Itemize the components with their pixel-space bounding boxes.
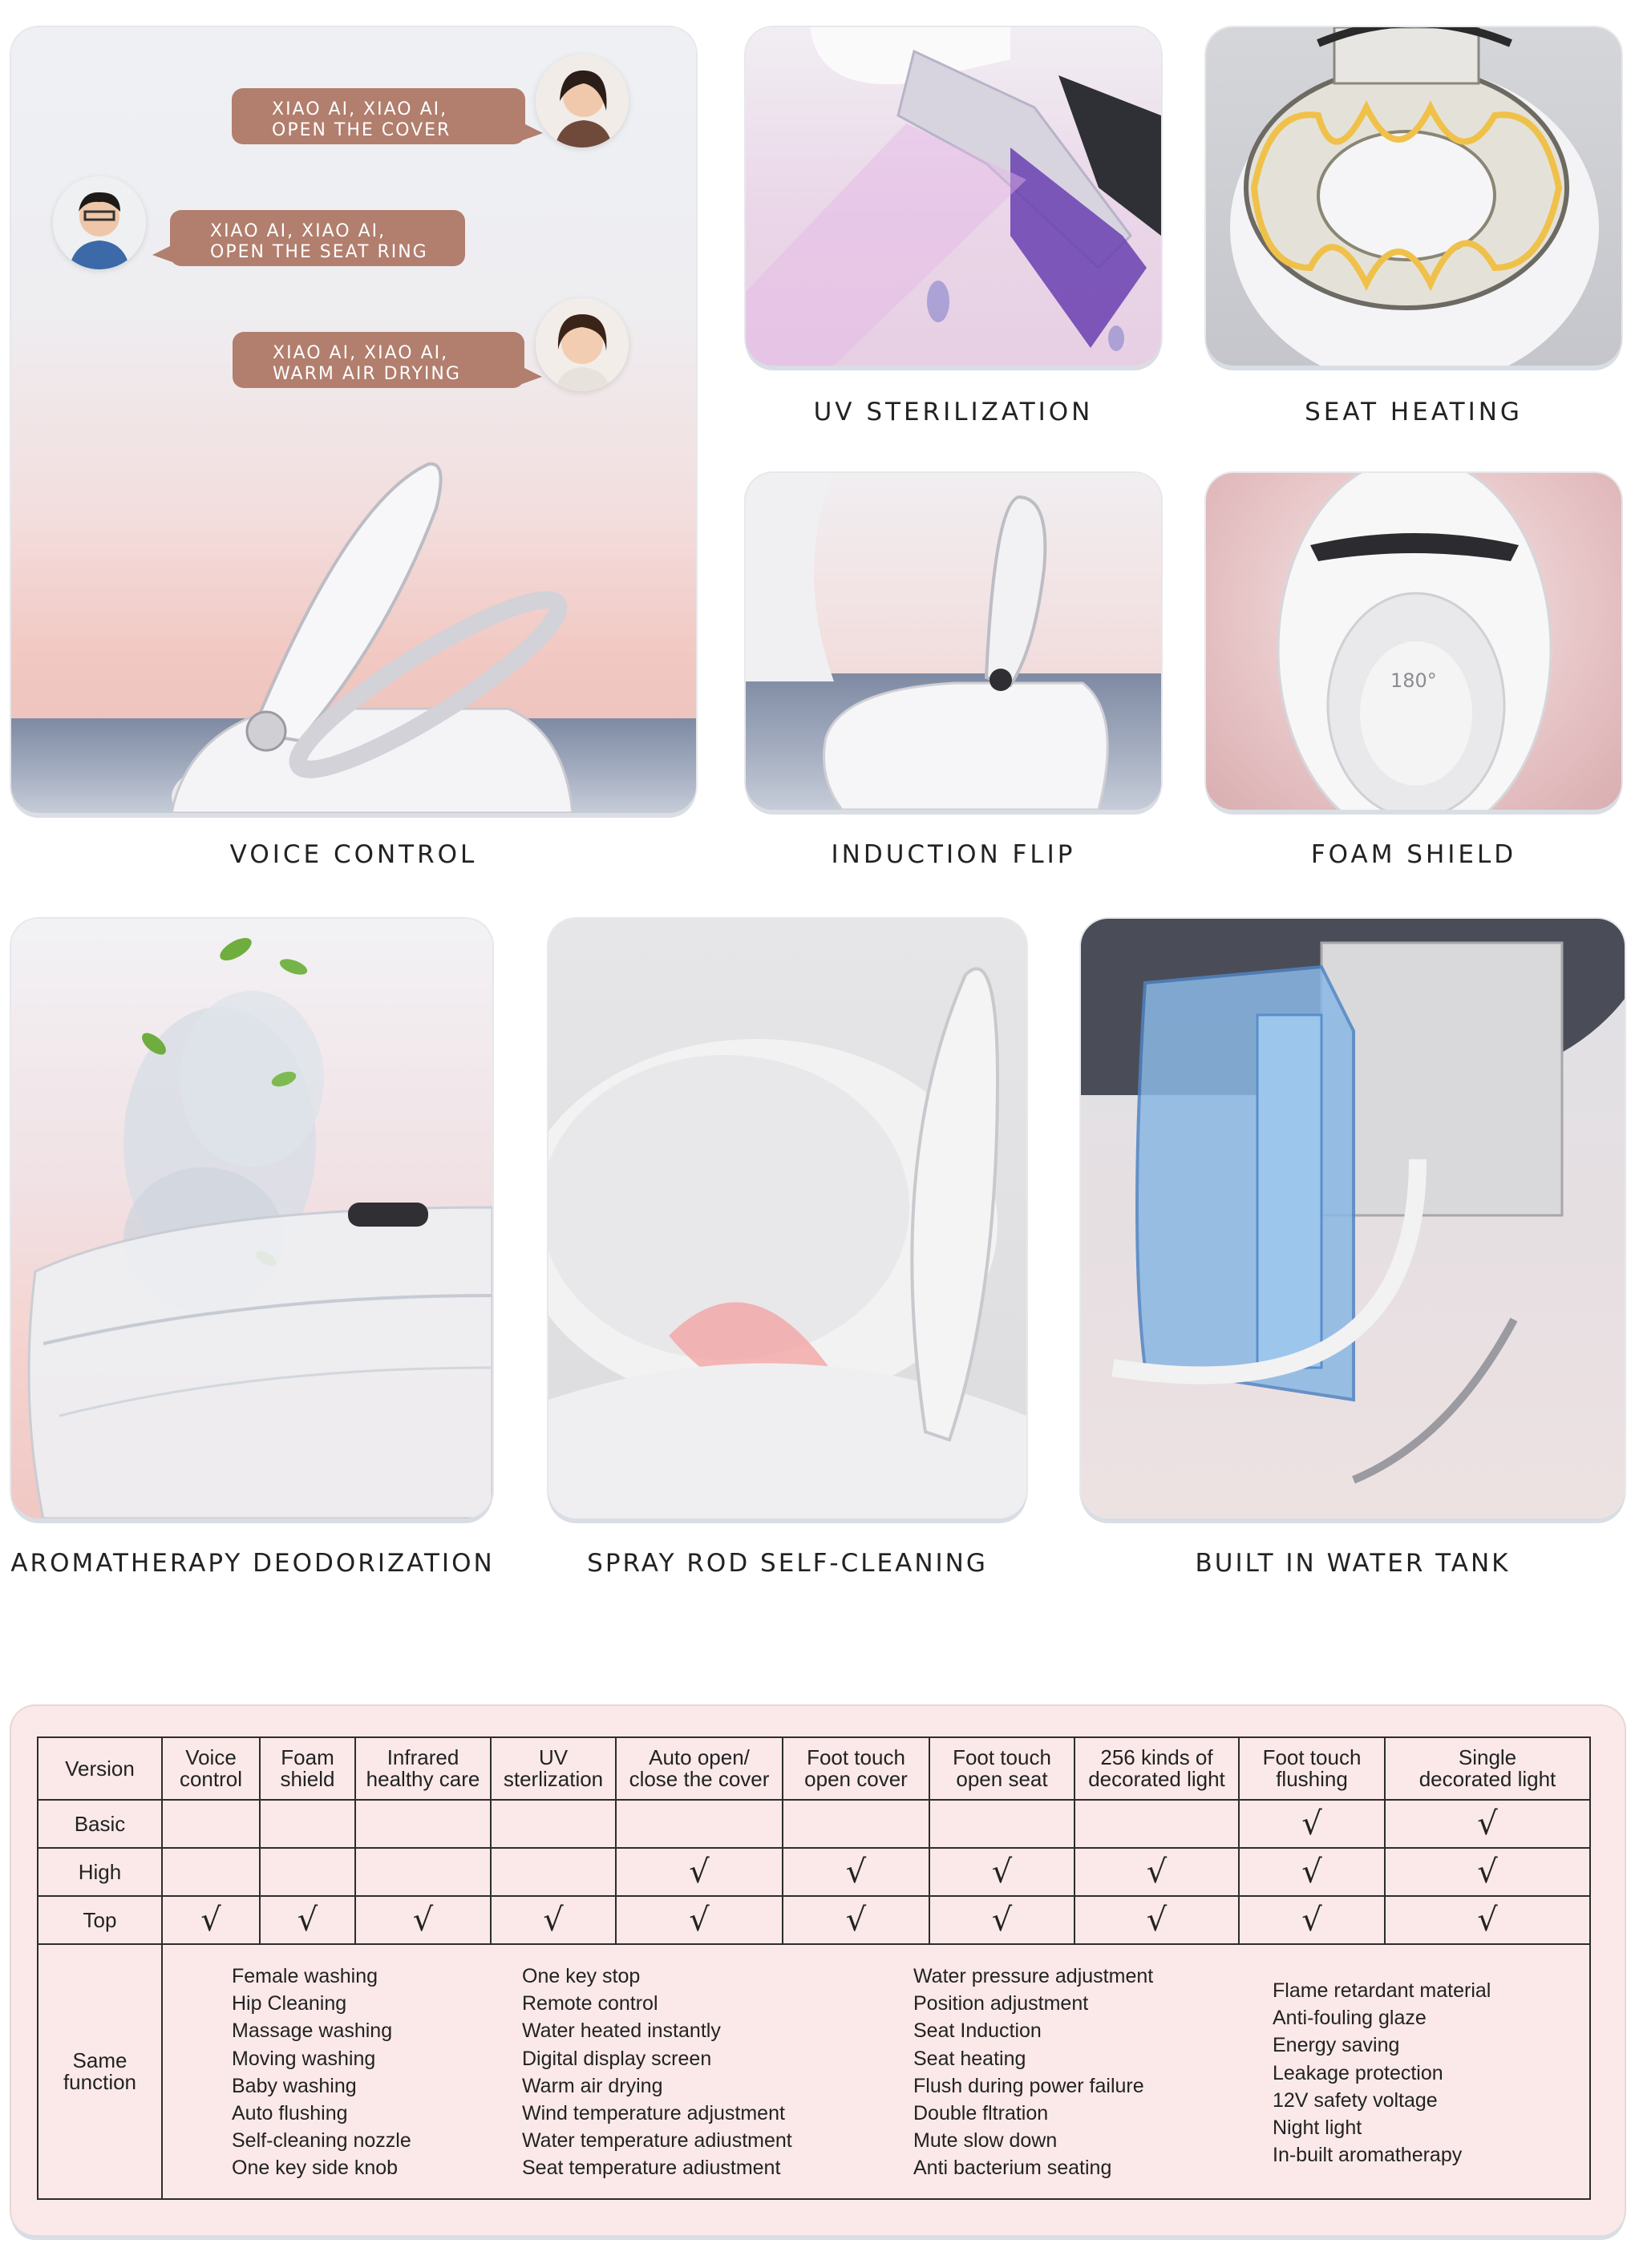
- check-mark: √: [616, 1848, 783, 1896]
- list-item: Flame retardant material: [1273, 1979, 1491, 2002]
- caption-voice-control: VOICE CONTROL: [229, 840, 478, 869]
- caption-aromatherapy: AROMATHERAPY DEODORIZATION: [10, 1549, 495, 1578]
- voice-bubble-open-seat-ring: XIAO AI, XIAO AI, OPEN THE SEAT RING: [170, 210, 465, 266]
- voice-bubble-warm-air-drying: XIAO AI, XIAO AI, WARM AIR DRYING: [233, 332, 524, 388]
- check-mark: √: [355, 1896, 491, 1944]
- caption-water-tank: BUILT IN WATER TANK: [1195, 1549, 1511, 1578]
- list-item: 12V safety voltage: [1273, 2088, 1438, 2112]
- list-item: Massage washing: [232, 2019, 393, 2043]
- check-cell: [783, 1800, 929, 1848]
- foam-shield-illustration: [1206, 473, 1621, 810]
- table-row-basic: [38, 1800, 1590, 1848]
- check-cell: [355, 1848, 491, 1896]
- list-item: Moving washing: [232, 2047, 376, 2070]
- induction-flip-illustration: [746, 473, 1161, 810]
- voice-control-panel: [11, 27, 696, 813]
- check-mark: √: [1074, 1848, 1239, 1896]
- check-mark: √: [929, 1848, 1074, 1896]
- check-cell: [491, 1800, 616, 1848]
- list-item: Female washing: [232, 1965, 378, 1987]
- same-function-list-2: [522, 1963, 792, 2182]
- water-tank-panel: [1081, 919, 1625, 1518]
- check-cell: [162, 1848, 260, 1896]
- check-mark: √: [162, 1896, 260, 1944]
- same-function-list-4: [1273, 1977, 1491, 2169]
- check-mark: √: [1239, 1800, 1385, 1848]
- header-col: Voice control: [162, 1737, 260, 1800]
- header-col: Infrared healthy care: [355, 1737, 491, 1800]
- caption-uv-sterilization: UV STERILIZATION: [813, 398, 1094, 427]
- list-item: Auto flushing: [232, 2102, 348, 2125]
- list-item: Warm air drying: [522, 2074, 663, 2097]
- list-item: Seat heating: [913, 2047, 1026, 2070]
- list-item: Wind temperature adjustment: [522, 2102, 785, 2125]
- header-col: UV sterlization: [491, 1737, 616, 1800]
- check-mark: √: [783, 1848, 929, 1896]
- header-col: Single decorated light: [1385, 1737, 1590, 1800]
- aromatherapy-panel: [11, 919, 492, 1518]
- caption-foam-shield: FOAM SHIELD: [1310, 840, 1517, 869]
- check-cell: [260, 1848, 355, 1896]
- caption-spray-rod: SPRAY ROD SELF-CLEANING: [587, 1549, 988, 1578]
- row-label-same-function: Same function: [38, 1944, 162, 2199]
- check-cell: [260, 1800, 355, 1848]
- header-col: Foot touch flushing: [1239, 1737, 1385, 1800]
- list-item: Anti bacterium seating: [913, 2157, 1112, 2180]
- same-function-list-1: [232, 1963, 411, 2182]
- header-version: Version: [38, 1737, 162, 1800]
- check-mark: √: [783, 1896, 929, 1944]
- heated-seat-illustration: [1206, 27, 1621, 366]
- list-item: Night light: [1273, 2116, 1362, 2140]
- list-item: Water temperature adiustment: [522, 2129, 792, 2153]
- header-col: 256 kinds of decorated light: [1074, 1737, 1239, 1800]
- list-item: Energy saving: [1273, 2034, 1400, 2057]
- list-item: Hip Cleaning: [232, 1992, 347, 2015]
- water-tank-illustration: [1081, 919, 1625, 1518]
- check-mark: √: [1239, 1896, 1385, 1944]
- same-function-cell: [162, 1944, 1590, 2199]
- caption-induction-flip: INDUCTION FLIP: [831, 840, 1076, 869]
- row-label: Top: [38, 1896, 162, 1944]
- same-function-list-3: [913, 1963, 1153, 2182]
- foam-angle-label: 180°: [1390, 669, 1437, 692]
- list-item: Mute slow down: [913, 2129, 1058, 2153]
- check-mark: √: [616, 1896, 783, 1944]
- check-cell: [355, 1800, 491, 1848]
- list-item: Anti-fouling glaze: [1273, 2007, 1427, 2030]
- check-mark: √: [260, 1896, 355, 1944]
- seat-heating-panel: [1206, 27, 1621, 366]
- list-item: In-built aromatherapy: [1273, 2144, 1463, 2167]
- list-item: Water pressure adjustment: [913, 1965, 1154, 1987]
- list-item: Double fltration: [913, 2102, 1049, 2125]
- list-item: Position adjustment: [913, 1992, 1089, 2015]
- header-col: Foam shield: [260, 1737, 355, 1800]
- list-item: One key side knob: [232, 2157, 399, 2180]
- caption-seat-heating: SEAT HEATING: [1305, 398, 1523, 427]
- list-item: Water heated instantly: [522, 2019, 721, 2043]
- check-mark: √: [1385, 1800, 1590, 1848]
- list-item: Flush during power failure: [913, 2074, 1144, 2097]
- list-item: One key stop: [522, 1965, 641, 1987]
- row-label: High: [38, 1848, 162, 1896]
- check-cell: [929, 1800, 1074, 1848]
- header-col: Foot touch open seat: [929, 1737, 1074, 1800]
- girl-avatar: [536, 298, 629, 391]
- table-row-same-function: [38, 1944, 1590, 2199]
- uv-nozzle-illustration: [746, 27, 1161, 366]
- induction-flip-panel: [746, 473, 1161, 810]
- table-row-high: [38, 1848, 1590, 1896]
- check-mark: √: [1239, 1848, 1385, 1896]
- check-mark: √: [929, 1896, 1074, 1944]
- header-col: Foot touch open cover: [783, 1737, 929, 1800]
- list-item: Seat temperature adiustment: [522, 2157, 781, 2180]
- check-mark: √: [1385, 1848, 1590, 1896]
- aromatherapy-illustration: [11, 919, 492, 1518]
- table-header-row: [38, 1737, 1590, 1800]
- uv-sterilization-panel: [746, 27, 1161, 366]
- list-item: Baby washing: [232, 2074, 357, 2097]
- check-cell: [491, 1848, 616, 1896]
- list-item: Self-cleaning nozzle: [232, 2129, 411, 2153]
- header-col: Auto open/ close the cover: [616, 1737, 783, 1800]
- foam-shield-panel: [1206, 473, 1621, 810]
- version-spec-table: [37, 1736, 1591, 2200]
- row-label: Basic: [38, 1800, 162, 1848]
- list-item: Seat Induction: [913, 2019, 1042, 2043]
- list-item: Remote control: [522, 1992, 658, 2015]
- list-item: Leakage protection: [1273, 2061, 1443, 2084]
- check-cell: [162, 1800, 260, 1848]
- table-row-top: [38, 1896, 1590, 1944]
- woman-avatar: [536, 55, 629, 148]
- check-cell: [1074, 1800, 1239, 1848]
- check-mark: √: [491, 1896, 616, 1944]
- check-cell: [616, 1800, 783, 1848]
- list-item: Digital display screen: [522, 2047, 712, 2070]
- voice-bubble-open-cover: XIAO AI, XIAO AI, OPEN THE COVER: [232, 88, 525, 144]
- spray-rod-illustration: [548, 919, 1026, 1518]
- check-mark: √: [1385, 1896, 1590, 1944]
- man-avatar: [53, 176, 146, 269]
- check-mark: √: [1074, 1896, 1239, 1944]
- spray-rod-panel: [548, 919, 1026, 1518]
